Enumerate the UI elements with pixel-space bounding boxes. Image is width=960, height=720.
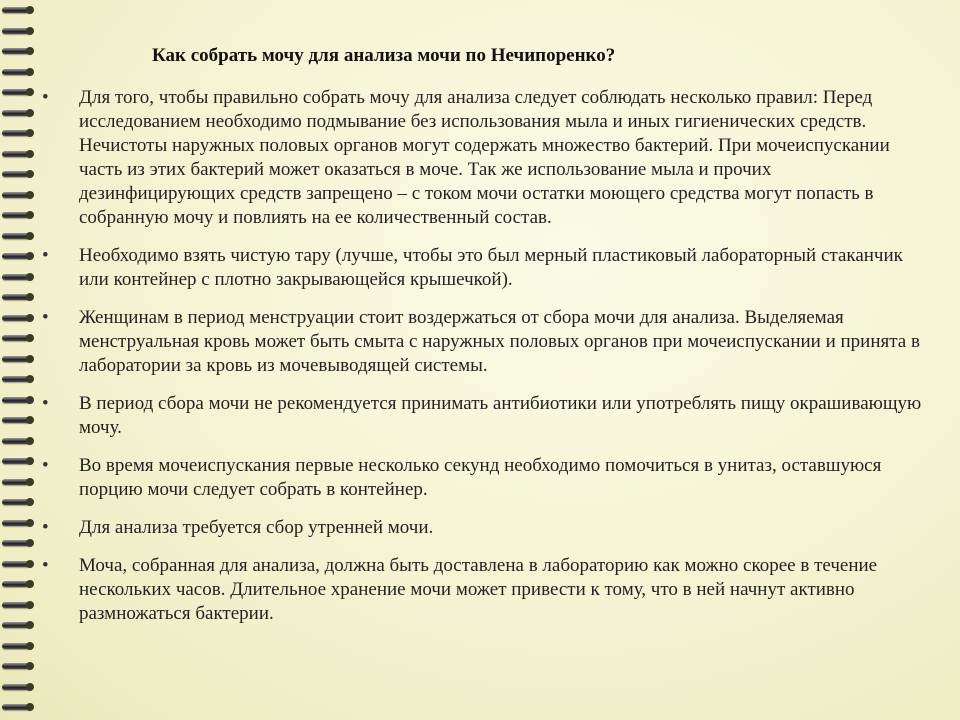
list-item-text: Необходимо взять чистую тару (лучше, чтобы это был мерный пластиковый лабораторный стаканчик или контейнер с плотно закрывающейся крышечкой). (79, 245, 903, 290)
spiral-ring-icon (0, 312, 34, 326)
list-item-text: Для того, чтобы правильно собрать мочу для анализа следует соблюдать несколько правил: Перед исследованием необходимо подмывание без использования мыла и иных гигиенических средств. Нечистоты наружных половых органов могут содержать множество бактерий. При мочеиспускании часть из этих бактерий может оказаться в моче. Так же использование мыла и прочих дезинфицирующих средств запрещено – с током мочи остатки моющего средства могут попасть в собранную мочу и повлиять на ее количественный состав. (79, 87, 890, 228)
spiral-ring-icon (0, 107, 34, 121)
bullet-icon: • (42, 87, 49, 108)
spiral-ring-icon (0, 496, 34, 510)
list-item (42, 454, 922, 502)
spiral-ring-icon (0, 4, 34, 18)
spiral-ring-icon (0, 578, 34, 592)
spiral-ring-icon (0, 127, 34, 141)
spiral-binding (0, 0, 40, 720)
spiral-ring-icon (0, 373, 34, 387)
list-item-text: В период сбора мочи не рекомендуется принимать антибиотики или употреблять пищу окрашивающую мочу. (79, 393, 922, 438)
spiral-ring-icon (0, 517, 34, 531)
bullet-icon: • (42, 555, 49, 576)
spiral-ring-icon (0, 189, 34, 203)
spiral-ring-icon (0, 86, 34, 100)
spiral-ring-icon (0, 455, 34, 469)
list-item-text: Женщинам в период менструации стоит воздержаться от сбора мочи для анализа. Выделяемая менструальная кровь может быть смыта с наружных половых органов при мочеиспускании и принята в лаборатории за кровь из мочевыводящей системы. (79, 307, 920, 376)
list-item (42, 392, 922, 440)
spiral-ring-icon (0, 701, 34, 715)
spiral-ring-icon (0, 250, 34, 264)
bullet-icon: • (42, 393, 49, 414)
bullet-icon: • (42, 245, 49, 266)
bullet-icon: • (42, 307, 49, 328)
spiral-ring-icon (0, 291, 34, 305)
spiral-ring-icon (0, 537, 34, 551)
spiral-ring-icon (0, 332, 34, 346)
bullet-icon: • (42, 455, 49, 476)
slide-title: Как собрать мочу для анализа мочи по Нечипоренко? (152, 45, 616, 66)
list-item-text: Для анализа требуется сбор утренней мочи. (79, 517, 434, 538)
list-item-text: Моча, собранная для анализа, должна быть доставлена в лабораторию как можно скорее в течение нескольких часов. Длительное хранение мочи может привести к тому, что в ней начнут активно размножаться бактерии. (79, 555, 878, 624)
spiral-ring-icon (0, 394, 34, 408)
bullet-icon: • (42, 517, 49, 538)
spiral-ring-icon (0, 168, 34, 182)
list-item (42, 554, 922, 626)
spiral-ring-icon (0, 599, 34, 613)
spiral-ring-icon (0, 476, 34, 490)
spiral-ring-icon (0, 66, 34, 80)
spiral-ring-icon (0, 209, 34, 223)
spiral-ring-icon (0, 681, 34, 695)
bullet-list (42, 86, 922, 640)
list-item (42, 516, 922, 540)
spiral-ring-icon (0, 25, 34, 39)
list-item (42, 244, 922, 292)
spiral-ring-icon (0, 353, 34, 367)
spiral-ring-icon (0, 230, 34, 244)
spiral-ring-icon (0, 660, 34, 674)
spiral-ring-icon (0, 45, 34, 59)
spiral-ring-icon (0, 619, 34, 633)
list-item (42, 306, 922, 378)
spiral-ring-icon (0, 414, 34, 428)
spiral-ring-icon (0, 435, 34, 449)
list-item-text: Во время мочеиспускания первые несколько секунд необходимо помочиться в унитаз, оставшуюся порцию мочи следует собрать в контейнер. (79, 455, 882, 500)
list-item (42, 86, 922, 230)
spiral-ring-icon (0, 558, 34, 572)
spiral-ring-icon (0, 271, 34, 285)
spiral-ring-icon (0, 148, 34, 162)
spiral-ring-icon (0, 640, 34, 654)
